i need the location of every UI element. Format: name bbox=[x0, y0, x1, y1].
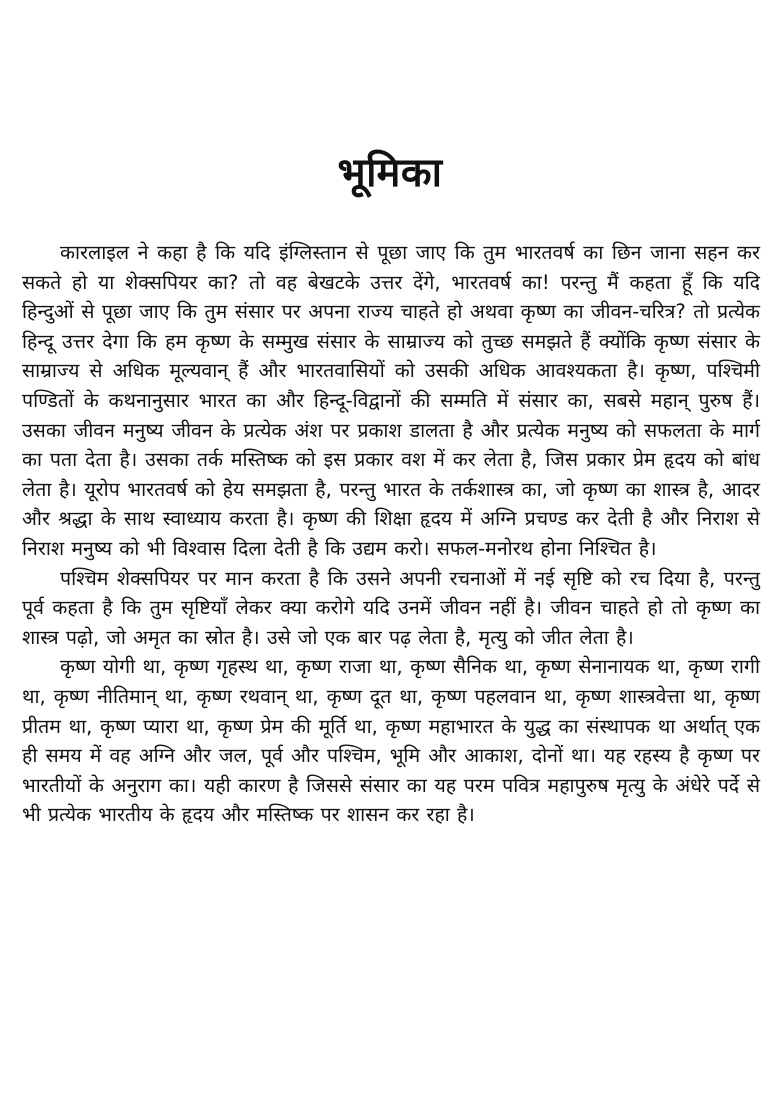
page-body bbox=[22, 238, 760, 830]
paragraph-3: कृष्ण योगी था, कृष्ण गृहस्थ था, कृष्ण राजा था, कृष्ण सैनिक था, कृष्ण सेनानायक था, कृष्ण रागी था, कृष्ण नीतिमान् था, कृष्ण रथवान् था, कृष्ण दूत था, कृष्ण पहलवान था, कृष्ण शास्त्रवेत्ता था, कृष्ण प्रीतम था, कृष्ण प्यारा था, कृष्ण प्रेम की मूर्ति था, कृष्ण महाभारत के युद्ध का संस्थापक था अर्थात् एक ही समय में वह अग्नि और जल, पूर्व और पश्चिम, भूमि और आकाश, दोनों था। यह रहस्य है कृष्ण पर भारतीयों के अनुराग का। यही कारण है जिससे संसार का यह परम पवित्र महापुरुष मृत्यु के अंधेरे पर्दे से भी प्रत्येक भारतीय के हृदय और मस्तिष्क पर शासन कर रहा है। bbox=[22, 655, 760, 827]
paragraph-1: कारलाइल ने कहा है कि यदि इंग्लिस्तान से पूछा जाए कि तुम भारतवर्ष का छिन जाना सहन कर सकते हो या शेक्सपियर का? तो वह बेखटके उत्तर देंगे, भारतवर्ष का! परन्तु मैं कहता हूँ कि यदि हिन्दुओं से पूछा जाए कि तुम संसार पर अपना राज्य चाहते हो अथवा कृष्ण का जीवन-चरित्र? तो प्रत्येक हिन्दू उत्तर देगा कि हम कृष्ण के सम्मुख संसार के साम्राज्य को तुच्छ समझते हैं क्योंकि कृष्ण संसार के साम्राज्य से अधिक मूल्यवान् हैं और भारतवासियों को उसकी अधिक आवश्यकता है। कृष्ण, पश्चिमी पण्डितों के कथनानुसार भारत का और हिन्दू-विद्वानों की सम्मति में संसार का, सबसे महान् पुरुष हैं। उसका जीवन मनुष्य जीवन के प्रत्येक अंश पर प्रकाश डालता है और प्रत्येक मनुष्य को सफलता के मार्ग का पता देता है। उसका तर्क मस्तिष्क को इस प्रकार वश में कर लेता है, जिस प्रकार प्रेम हृदय को बांध लेता है। यूरोप भारतवर्ष को हेय समझता है, परन्तु भारत के तर्कशास्त्र का, जो कृष्ण का शास्त्र है, आदर और श्रद्धा के साथ स्वाध्याय करता है। कृष्ण की शिक्षा हृदय में अग्नि प्रचण्ड कर देती है और निराश से निराश मनुष्य को भी विश्वास दिला देती है कि उद्यम करो। सफल-मनोरथ होना निश्चित है। bbox=[22, 241, 760, 560]
paragraph-2: पश्चिम शेक्सपियर पर मान करता है कि उसने अपनी रचनाओं में नई सृष्टि को रच दिया है, परन्तु पूर्व कहता है कि तुम सृष्टियाँ लेकर क्या करोगे यदि उनमें जीवन नहीं है। जीवन चाहते हो तो कृष्ण का शास्त्र पढ़ो, जो अमृत का स्रोत है। उसे जो एक बार पढ़ लेता है, मृत्यु को जीत लेता है। bbox=[22, 566, 760, 649]
page-title: भूमिका bbox=[337, 150, 443, 196]
